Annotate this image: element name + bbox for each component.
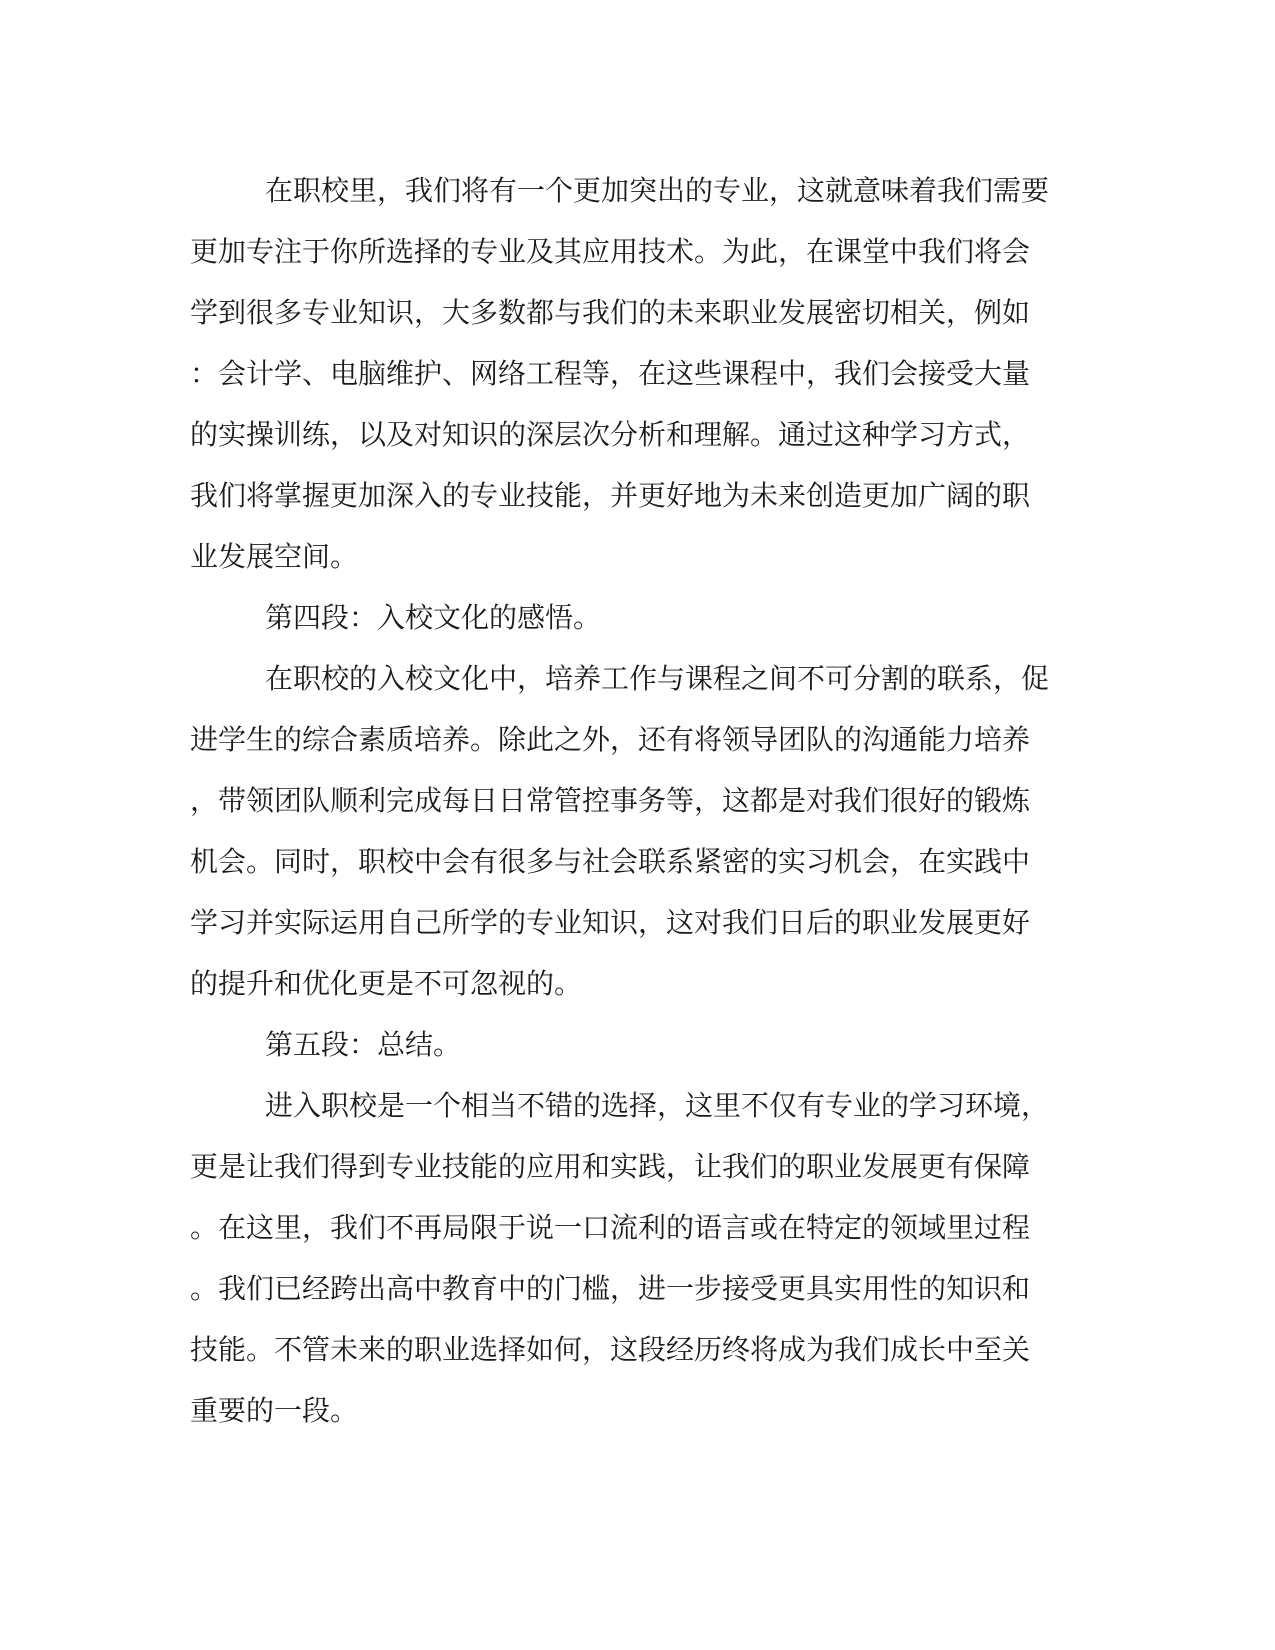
- text-line: 在职校的入校文化中，培养工作与课程之间不可分割的联系，促: [265, 662, 1050, 695]
- text-line: 重要的一段。: [190, 1394, 359, 1427]
- text-line: 更加专注于你所选择的专业及其应用技术。为此，在课堂中我们将会: [190, 235, 1031, 268]
- text-line: ，带领团队顺利完成每日日常管控事务等，这都是对我们很好的锻炼: [190, 784, 1031, 817]
- section-heading-four: [190, 587, 1090, 648]
- section-heading-five: [190, 1014, 1090, 1075]
- text-line: 机会。同时，职校中会有很多与社会联系紧密的实习机会，在实践中: [190, 845, 1031, 878]
- text-line: 我们将掌握更加深入的专业技能，并更好地为未来创造更加广阔的职: [190, 479, 1031, 512]
- text-line: 。在这里，我们不再局限于说一口流利的语言或在特定的领域里过程: [190, 1211, 1031, 1244]
- paragraph-summary: [190, 1075, 1090, 1441]
- text-line: ：会计学、电脑维护、网络工程等，在这些课程中，我们会接受大量: [190, 357, 1031, 390]
- section-heading: 第四段：入校文化的感悟。: [265, 601, 602, 634]
- text-line: 进学生的综合素质培养。除此之外，还有将领导团队的沟通能力培养: [190, 723, 1031, 756]
- text-line: 在职校里，我们将有一个更加突出的专业，这就意味着我们需要: [265, 174, 1050, 207]
- paragraph-school-culture: [190, 648, 1090, 1014]
- text-line: 业发展空间。: [190, 540, 359, 573]
- text-line: 学习并实际运用自己所学的专业知识，这对我们日后的职业发展更好: [190, 906, 1031, 939]
- text-line: 更是让我们得到专业技能的应用和实践，让我们的职业发展更有保障: [190, 1150, 1031, 1183]
- text-line: 学到很多专业知识，大多数都与我们的未来职业发展密切相关，例如: [190, 296, 1031, 329]
- text-line: 进入职校是一个相当不错的选择，这里不仅有专业的学习环境，: [265, 1089, 1050, 1122]
- section-heading: 第五段：总结。: [265, 1028, 462, 1061]
- document-body: [190, 160, 1090, 1441]
- text-line: 的实操训练，以及对知识的深层次分析和理解。通过这种学习方式，: [190, 418, 1031, 451]
- paragraph-specialized-study: [190, 160, 1090, 587]
- text-line: 的提升和优化更是不可忽视的。: [190, 967, 583, 1000]
- text-line: 。我们已经跨出高中教育中的门槛，进一步接受更具实用性的知识和: [190, 1272, 1031, 1305]
- text-line: 技能。不管未来的职业选择如何，这段经历终将成为我们成长中至关: [190, 1333, 1031, 1366]
